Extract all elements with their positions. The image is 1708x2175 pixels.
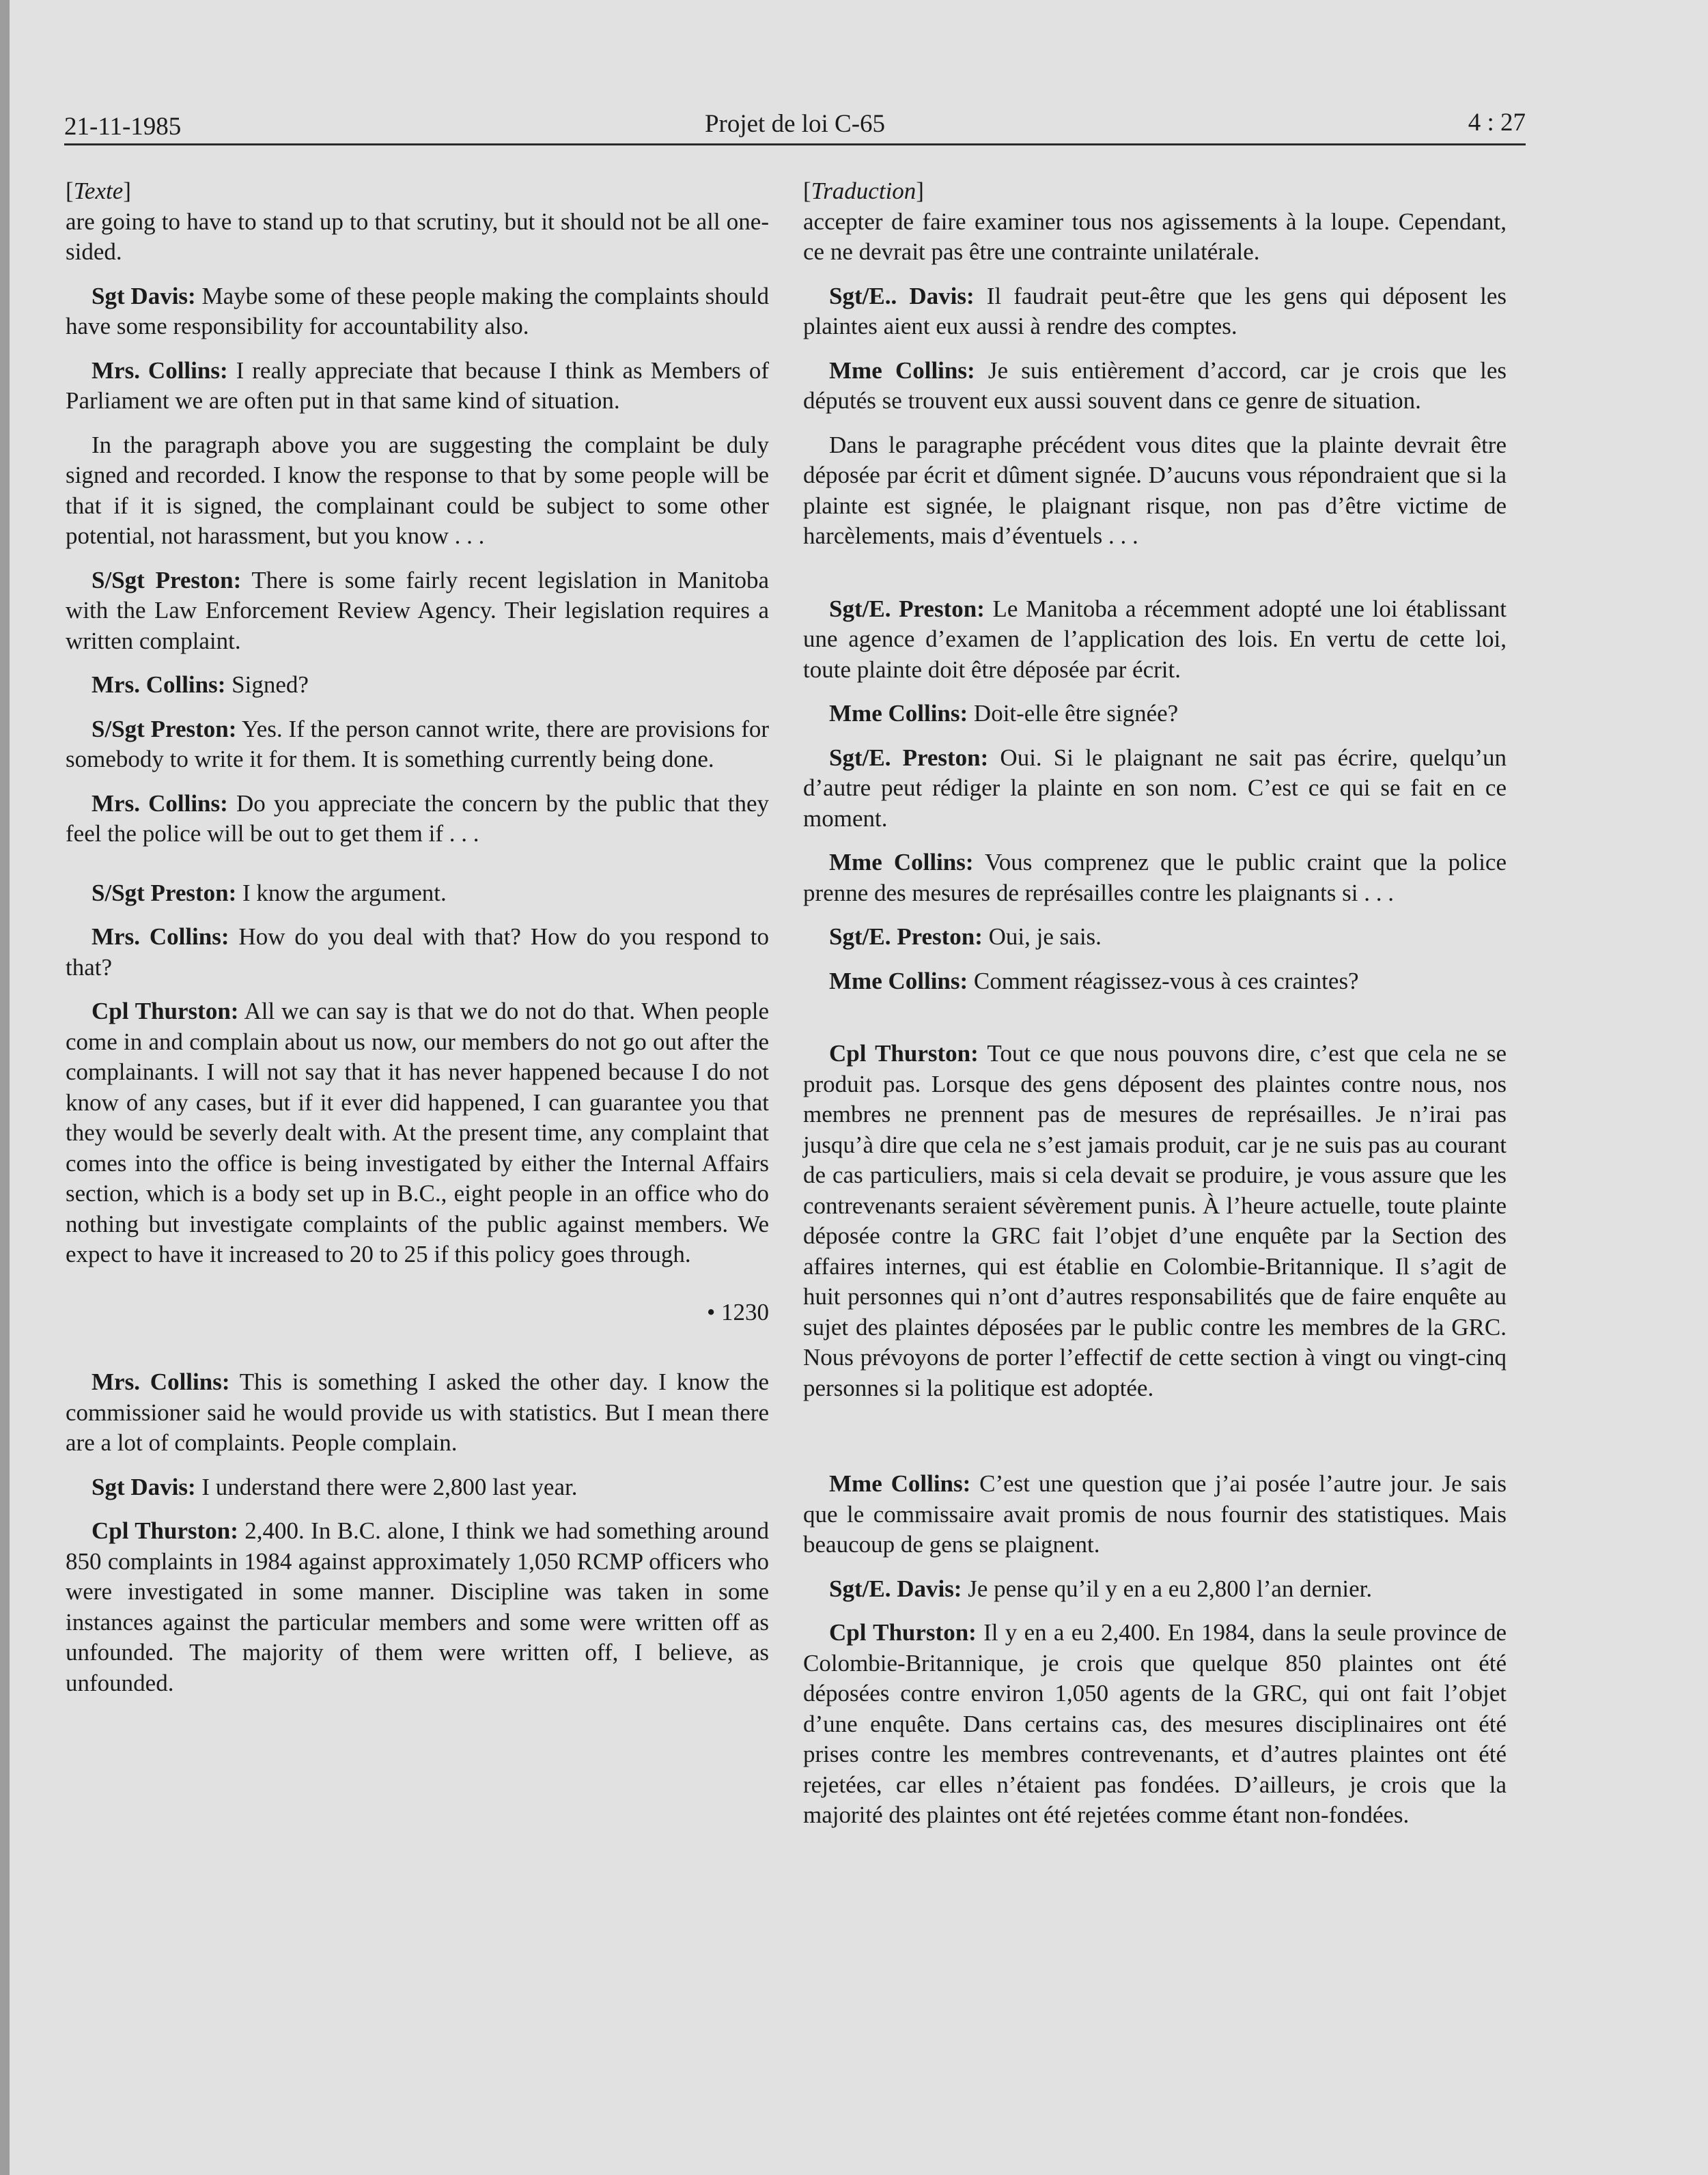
speaker-name: Cpl Thurston:: [92, 1517, 238, 1544]
speaker-name: Mrs. Collins:: [92, 923, 229, 950]
text-marker: [Texte]: [66, 178, 131, 204]
speech-paragraph: Mrs. Collins: I really appreciate that because I think as Members of Parliament we are often put in that same kind of situation.: [66, 356, 769, 414]
speech-paragraph: S/Sgt Preston: I know the argument.: [92, 879, 447, 906]
speech-paragraph: S/Sgt Preston: There is some fairly recent legislation in Manitoba with the Law Enforcement Review Agency. Their legislation requires a written complaint.: [66, 566, 769, 654]
speaker-name: Mrs. Collins:: [92, 356, 228, 384]
speaker-name: S/Sgt Preston:: [92, 566, 242, 593]
speech-paragraph: Sgt Davis: I understand there were 2,800 last year.: [92, 1473, 578, 1500]
speech-paragraph: Sgt/E. Davis: Je pense qu’il y en a eu 2,800 l’an dernier.: [829, 1575, 1373, 1602]
speaker-name: Sgt Davis:: [92, 282, 196, 309]
speaker-name: S/Sgt Preston:: [92, 715, 237, 742]
speaker-name: Sgt/E.. Davis:: [829, 282, 975, 309]
speech-paragraph: Sgt/E. Preston: Oui. Si le plaignant ne sait pas écrire, quelqu’un d’autre peut rédiger la plainte en son nom. C’est ce qui se fait en ce moment.: [803, 744, 1507, 832]
speech-paragraph: Sgt Davis: Maybe some of these people making the complaints should have some responsibility for accountability also.: [66, 282, 769, 339]
paragraph: In the paragraph above you are suggesting the complaint be duly signed and recorded. I know the response to that by some people will be that if it is signed, the complainant could be subject to some other potential, not harassment, but you know . . .: [66, 431, 769, 549]
speech-paragraph: Sgt/E.. Davis: Il faudrait peut-être que les gens qui déposent les plaintes aient eux aussi à rendre des comptes.: [803, 282, 1507, 339]
speaker-name: Mme Collins:: [829, 700, 968, 727]
header-title: Projet de loi C-65: [704, 110, 886, 138]
french-column: [803, 176, 1507, 1844]
header-rule: [64, 143, 1526, 145]
speech-paragraph: Cpl Thurston: All we can say is that we do not do that. When people come in and complain about us now, our members do not go out after the complainants. I will not say that it has never happened because I do not know of any cases, but if it ever did happened, I can guarantee you that they would be severly dealt with. At the present time, any complaint that comes into the office is being investigated by either the Internal Affairs section, which is a body set up in B.C., eight people in an office who do nothing but investigate complaints of the public against members. We expect to have it increased to 20 to 25 if this policy goes through.: [66, 998, 770, 1267]
speaker-name: Mrs. Collins:: [92, 1369, 230, 1395]
speech-paragraph: Sgt/E. Preston: Le Manitoba a récemment adopté une loi établissant une agence d’examen de l’application des lois. En vertu de cette loi, toute plainte doit être déposée par écrit.: [803, 595, 1507, 683]
speaker-name: Mme Collins:: [829, 849, 974, 875]
speaker-name: S/Sgt Preston:: [92, 879, 237, 906]
speaker-name: Mme Collins:: [829, 967, 968, 994]
speaker-name: Mrs. Collins:: [92, 671, 226, 698]
speech-paragraph: Cpl Thurston: Il y en a eu 2,400. En 1984, dans la seule province de Colombie-Britannique, je crois que quelque 850 plaintes ont été déposées contre environ 1,050 agents de la GRC, qui ont fait l’objet d’une enquête. Dans certains cas, des mesures disciplinaires ont été prises contre les membres contrevenants, et d’autres plaintes ont été rejetées, car elles n’étaient pas fondées. D’ailleurs, je crois que la majorité des plaintes ont été rejetées comme étant non-fondées.: [803, 1619, 1507, 1828]
speech-paragraph: Mrs. Collins: Do you appreciate the concern by the public that they feel the police will be out to get them if . . .: [66, 789, 769, 847]
speaker-name: Sgt/E. Preston:: [829, 744, 989, 771]
speaker-name: Mme Collins:: [829, 1470, 971, 1497]
english-column: [66, 176, 769, 1712]
speaker-name: Mrs. Collins:: [92, 789, 228, 817]
paragraph: are going to have to stand up to that scrutiny, but it should not be all one-sided.: [66, 208, 769, 265]
speech-paragraph: Mme Collins: Je suis entièrement d’accord, car je crois que les députés se trouvent eux aussi souvent dans ce genre de situation.: [803, 356, 1507, 414]
translation-marker: [Traduction]: [803, 178, 924, 204]
speech-paragraph: Mme Collins: C’est une question que j’ai posée l’autre jour. Je sais que le commissaire avait promis de nous fournir des statistiques. Mais beaucoup de gens se plaignent.: [803, 1470, 1507, 1558]
speech-paragraph: Mme Collins: Doit-elle être signée?: [829, 700, 1179, 727]
speech-paragraph: Mrs. Collins: Signed?: [92, 671, 309, 698]
page-header: [64, 102, 1526, 143]
speaker-name: Cpl Thurston:: [92, 998, 239, 1024]
speech-paragraph: Mrs. Collins: This is something I asked the other day. I know the commissioner said he would provide us with statistics. But I mean there are a lot of complaints. People complain.: [66, 1369, 769, 1456]
speaker-name: Cpl Thurston:: [829, 1619, 977, 1646]
speaker-name: Sgt Davis:: [92, 1473, 196, 1500]
speaker-name: Sgt/E. Davis:: [829, 1575, 962, 1602]
paragraph: Dans le paragraphe précédent vous dites que la plainte devrait être déposée par écrit et dûment signée. D’aucuns vous répondraient que si la plainte est signée, le plaignant risque, non pas d’être victime de harcèlements, mais d’éventuels . . .: [803, 431, 1507, 549]
speaker-name: Mme Collins:: [829, 356, 975, 384]
speech-paragraph: Mrs. Collins: How do you deal with that? How do you respond to that?: [66, 923, 769, 981]
speech-paragraph: Cpl Thurston: Tout ce que nous pouvons dire, c’est que cela ne se produit pas. Lorsque des gens déposent des plaintes contre nous, nos membres ne prennent pas de mesures de représailles. Je n’irai pas jusqu’à dire que cela ne s’est jamais produit, car je ne suis pas au courant de cas particuliers, mais si cela devait se produire, je vous assure que les contrevenants seraient sévèrement punis. À l’heure actuelle, toute plainte déposée contre la GRC fait l’objet d’une enquête par la Section des affaires internes, qui est établie en Colombie-Britannique. Il s’agit de huit personnes qui n’ont d’autres responsabilités que de faire enquête au sujet des plaintes déposées par le public contre les membres de la GRC. Nous prévoyons de porter l’effectif de cette section à vingt ou vingt-cinq personnes si la politique est adoptée.: [803, 1040, 1507, 1401]
speech-paragraph: Cpl Thurston: 2,400. In B.C. alone, I think we had something around 850 complaints in 1984 against approximately 1,050 RCMP officers who were investigated in some manner. Discipline was taken in some instances against the particular members and some were written off as unfounded. The majority of them were written off, I believe, as unfounded.: [66, 1517, 769, 1696]
time-stamp: • 1230: [706, 1298, 769, 1325]
speaker-name: Sgt/E. Preston:: [829, 595, 985, 622]
speech-paragraph: Sgt/E. Preston: Oui, je sais.: [829, 923, 1102, 950]
speech-paragraph: S/Sgt Preston: Yes. If the person cannot write, there are provisions for somebody to write it for them. It is something currently being done.: [66, 715, 770, 772]
document-page: [10, 0, 1708, 2175]
speaker-name: Cpl Thurston:: [829, 1040, 979, 1067]
header-page-number: 4 : 27: [1468, 109, 1526, 137]
speaker-name: Sgt/E. Preston:: [829, 923, 983, 950]
paragraph: accepter de faire examiner tous nos agissements à la loupe. Cependant, ce ne devrait pas être une contrainte unilatérale.: [803, 208, 1507, 265]
speech-paragraph: Mme Collins: Comment réagissez-vous à ces craintes?: [829, 967, 1359, 994]
speech-paragraph: Mme Collins: Vous comprenez que le public craint que la police prenne des mesures de représailles contre les plaignants si . . .: [803, 849, 1507, 906]
header-date: 21-11-1985: [64, 113, 182, 141]
